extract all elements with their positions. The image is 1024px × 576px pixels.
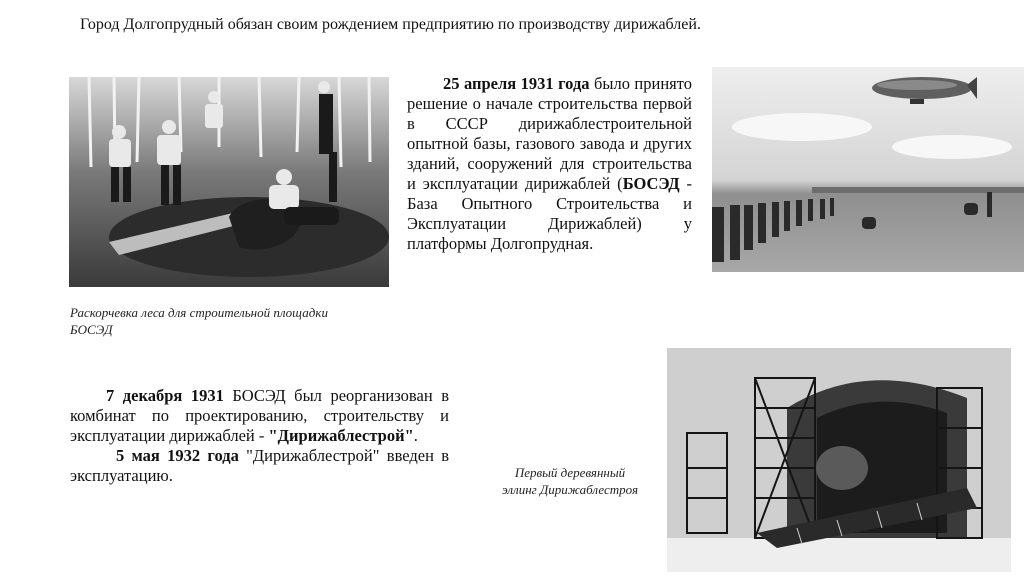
reorg-date: 7 декабря 1931 — [106, 386, 224, 405]
wooden-hangar-photo — [667, 348, 1011, 572]
page-title: Город Долгопрудный обязан своим рождением предприятию по производству дирижаблей. — [80, 16, 701, 33]
founding-text-1: было принято решение о начале строительства первой в СССР дирижаблестроительной опытной базы, газового завода и других зданий, сооружений для строительства и эксплуатации дирижаблей ( — [407, 74, 692, 193]
dirizhablestroy-name: "Дирижаблестрой" — [268, 426, 414, 445]
reorg-text-2: . — [413, 426, 418, 445]
bosed-abbr: БОСЭД — [622, 174, 680, 193]
airship-field-photo — [712, 67, 1024, 272]
hangar-caption: Первый деревянный эллинг Дирижаблестроя — [501, 465, 639, 497]
commission-text: "Дирижаблестрой" введен в эксплуатацию. — [70, 446, 449, 485]
reorganization-paragraph — [70, 386, 449, 486]
forest-clearing-photo — [69, 77, 389, 287]
forest-clearing-caption: Раскорчевка леса для строительной площадки БОСЭД — [70, 305, 328, 337]
founding-decision-paragraph — [407, 74, 692, 254]
commission-date: 5 мая 1932 года — [116, 446, 239, 465]
reorg-text-1: БОСЭД был реорганизован в комбинат по проектированию, строительству и эксплуатации дирижаблей - — [70, 386, 449, 445]
founding-date: 25 апреля 1931 года — [443, 74, 590, 93]
founding-text-2: - База Опытного Строительства и Эксплуатации Дирижаблей) у платформы Долгопрудная. — [407, 174, 692, 253]
